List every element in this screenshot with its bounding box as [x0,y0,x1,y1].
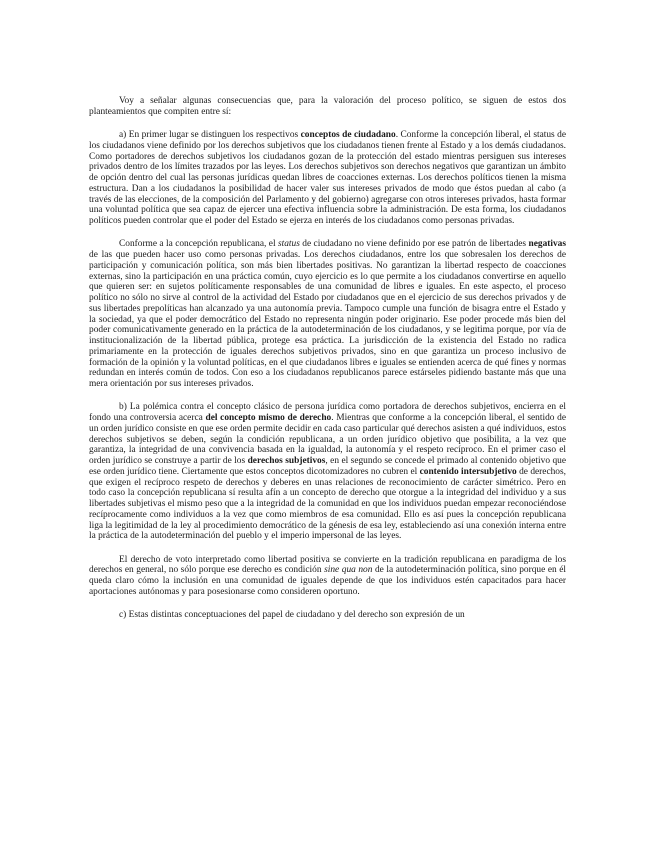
text-run: Conforme a la concepción republicana, el [119,239,278,250]
text-run: de ciudadano no viene definido por ese patrón de libertades [299,239,529,250]
paragraph-a-citizen-concept-liberal [89,130,566,227]
bold-term: del concepto mismo de derecho [205,413,332,423]
paragraph-intro [89,96,566,118]
text-run: . Conforme la concepción liberal, el status de los ciudadanos viene definido por los derechos subjetivos que los ciudadanos tienen frente al Estado y a los demás ciudadanos. Como portadores de derechos subjetivos los ciudadanos gozan de la protección del estado mientras persiguen sus intereses privados dentro de los límites trazados por las leyes. Los derechos subjetivos son derechos negativos que garantizan un ámbito de opción dentro del cual las personas jurídicas quedan libres de coacciones externas. Los derechos políticos tienen la misma estructura. Dan a los ciudadanos la posibilidad de hacer valer sus intereses privados de modo que éstos puedan al cabo (a través de las elecciones, de la composición del Parlamento y del gobierno) agregarse con otros intereses privados, hasta formar una voluntad política que sea capaz de ejercer una efectiva influencia sobre la administración. De esta forma, los ciudadanos políticos pueden controlar que el poder del Estado se ejerza en interés de los ciudadanos como personas privadas. [89,130,566,226]
italic-term: sine qua non [324,565,373,576]
bold-term: derechos subjetivos [247,456,326,466]
paragraph-b-concept-of-law [89,402,566,542]
text-run: . Mientras que conforme a la concepción liberal, el sentido de un orden jurídico consiste en que ese orden permite decidir en cada caso particular qué derechos asisten a qué individuos, estos derechos subjetivos se deben, según la condición republicana, a un orden jurídico objetivo que posibilita, a la vez que garantiza, la integridad de una convivencia basada en la igualdad, la autonomía y el respeto recíproco. En el primer caso el orden jurídico se construye a partir de los [89,413,566,466]
italic-term: status [277,239,300,250]
text-run: , en el segundo se concede el primado al contenido objetivo que ese orden jurídico tiene. Ciertamente que estos conceptos dicotomizadores no cubren el [89,456,566,477]
text-run: El derecho de voto interpretado como libertad positiva se convierte en la tradición republicana en paradigma de los derechos en general, no sólo porque ese derecho es condición [89,554,566,576]
paragraph-right-to-vote [89,555,566,598]
bold-term: conceptos de ciudadano [300,130,396,140]
text-run: de la autodeterminación política, sino porque en él queda claro cómo la inclusión en una comunidad de iguales depende de que los individuos estén capacitados para hacer aportaciones autónomas y para posesionarse como consideren oportuno. [89,565,566,597]
text-run: de derechos, que exigen el recíproco respeto de derechos y deberes en unas relaciones de reconocimiento de carácter simétrico. Pero en todo caso la concepción republicana sí resulta afín a un concepto de derecho que otorgue a la integridad del individuo y a sus libertades subjetivas el mismo peso que a la integridad de la comunidad en que los individuos puedan empezar reconociéndose recíprocamente como individuos a la vez que como miembros de esa comunidad. Ello es así pues la concepción republicana liga la legitimidad de la ley al procedimiento democrático de la génesis de esa ley, estableciendo así una conexión interna entre la práctica de la autodeterminación del pueblo y el imperio impersonal de las leyes. [89,466,566,542]
text-run: b) La polémica contra el concepto clásico de persona jurídica como portadora de derechos subjetivos, encierra en el fondo una controversia acerca [89,402,566,423]
text-run: Voy a señalar algunas consecuencias que, para la valoración del proceso político, se siguen de estos dos planteamientos que compiten entre sí: [89,96,566,117]
paragraph-c-conceptions [89,610,566,621]
paragraph-citizen-concept-republican [89,239,566,390]
bold-term: contenido intersubjetivo [419,466,517,477]
text-run: de las que pueden hacer uso como personas privadas. Los derechos ciudadanos, entre los que sobresalen los derechos de participación y comunicación política, son más bien libertades positivas. No garantizan la libertad respecto de coacciones externas, sino la participación en una práctica común, cuyo ejercicio es lo que permite a los ciudadanos convertirse en aquello que quieren ser: en sujetos políticamente responsables de una comunidad de libres e iguales. En este aspecto, el proceso político no sólo no sirve al control de la actividad del Estado por ciudadanos que en el ejercicio de sus derechos privados y de sus libertades prepolíticas han alcanzado ya una autonomía previa. Tampoco cumple una función de bisagra entre el Estado y la sociedad, ya que el poder democrático del Estado no representa ningún poder originario. Ese poder procede más bien del poder comunicativamente generado en la práctica de la autodeterminación de los ciudadanos, y se legitima porque, por vía de institucionalización de la libertad pública, protege esa práctica. La jurisdicción de la existencia del Estado no radica primariamente en la protección de iguales derechos subjetivos privados, sino en que garantiza un proceso inclusivo de formación de la opinión y la voluntad políticas, en el que ciudadanos libres e iguales se entienden acerca de qué fines y normas redundan en interés común de todos. Con eso a los ciudadanos republicanos parece estárseles pidiendo bastante más que una mera orientación por sus intereses privados. [89,250,566,389]
bold-term: negativas [528,239,566,250]
text-run: c) Estas distintas conceptuaciones del papel de ciudadano y del derecho son expresión de un [119,610,465,620]
text-run: a) En primer lugar se distinguen los respectivos [119,130,301,140]
